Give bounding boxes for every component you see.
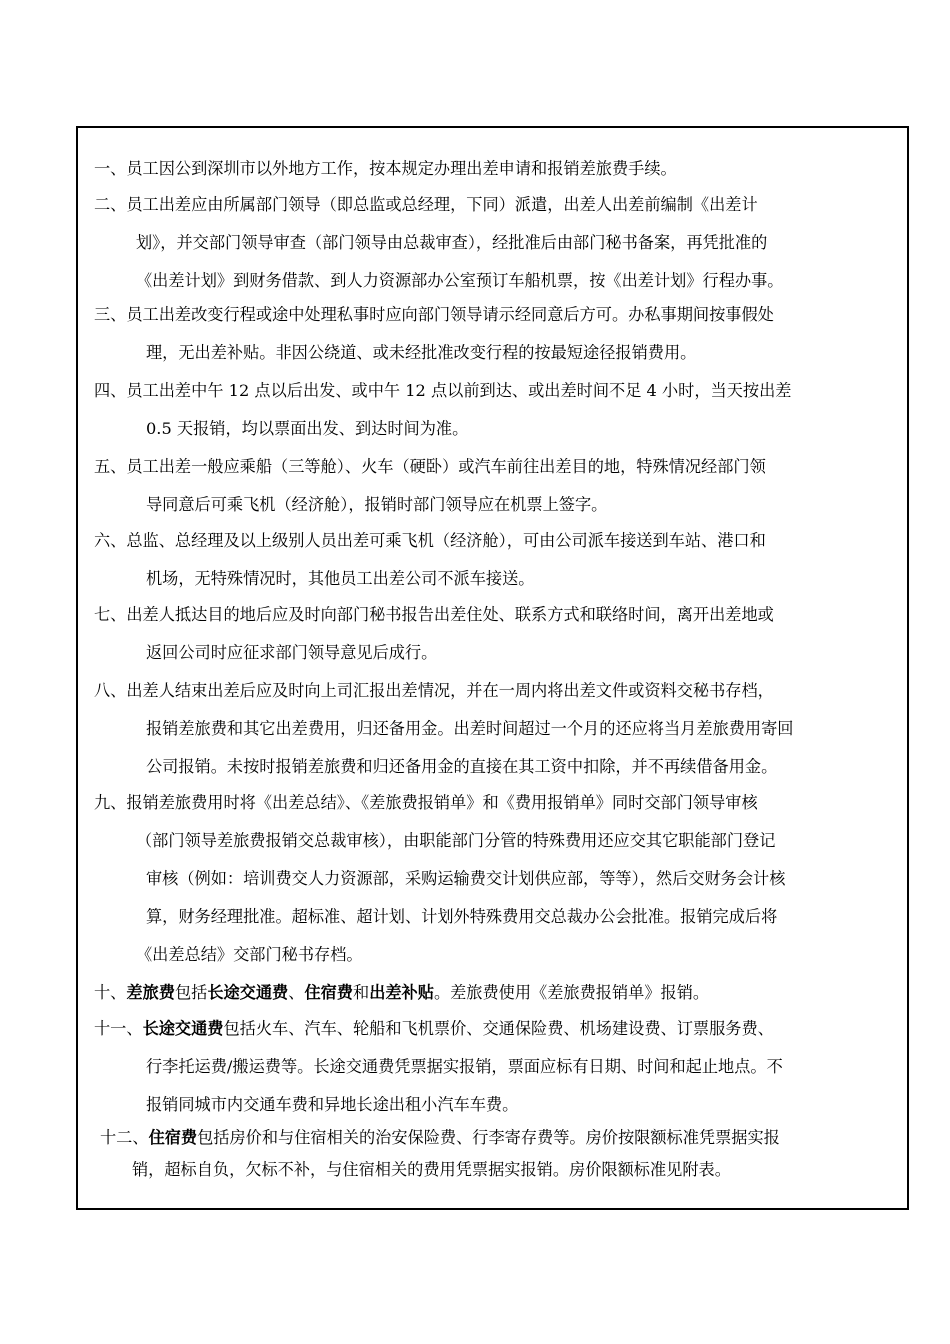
clause-text: 包括火车、汽车、轮船和飞机票价、交通保险费、机场建设费、订票服务费、 [223,1019,774,1038]
clause-line: 报销差旅费和其它出差费用，归还备用金。出差时间超过一个月的还应将当月差旅费用寄回 [146,719,794,738]
clause-line [100,1122,899,1154]
clause-line: 九、报销差旅费用时将《出差总结》、《差旅费报销单》和《费用报销单》同时交部门领导审核 [94,793,758,812]
clause-line: 《出差总结》交部门秘书存档。 [136,945,363,964]
term-accommodation: 住宿费 [148,1128,198,1147]
clause-line: 算，财务经理批准。超标准、超计划、计划外特殊费用交总裁办公会批准。报销完成后将 [146,907,778,926]
clause-line [94,974,899,1012]
clause-2 [94,186,899,300]
clause-line: 三、员工出差改变行程或途中处理私事时应向部门领导请示经同意后方可。办私事期间按事假处 [94,305,774,324]
clause-line: 行李托运费/搬运费等。长途交通费凭票据实报销，票面应标有日期、时间和起止地点。不 [146,1057,783,1076]
document-frame [76,126,909,1210]
clause-text: 。差旅费使用《差旅费报销单》报销。 [433,983,710,1002]
clause-6 [94,522,899,598]
term-travel-allowance: 出差补贴 [369,983,434,1002]
clause-line: 销，超标自负，欠标不补，与住宿相关的费用凭票据实报销。房价限额标准见附表。 [132,1160,731,1179]
clause-line: 《出差计划》到财务借款、到人力资源部办公室预订车船机票，按《出差计划》行程办事。 [136,271,784,290]
clause-line: 返回公司时应征求部门领导意见后成行。 [146,643,438,662]
clause-text: 十一、 [94,1019,143,1038]
clause-9 [94,784,899,974]
clause-line: 六、总监、总经理及以上级别人员出差可乘飞机（经济舱），可由公司派车接送到车站、港口和 [94,531,766,550]
clause-text: 包括 [174,983,208,1002]
clause-line: 七、出差人抵达目的地后应及时向部门秘书报告出差住处、联系方式和联络时间，离开出差地或 [94,605,774,624]
clause-text: 包括房价和与住宿相关的治安保险费、行李寄存费等。房价按限额标准凭票据实报 [197,1128,780,1147]
clause-line: 五、员工出差一般应乘船（三等舱）、火车（硬卧）或汽车前往出差目的地，特殊情况经部门领 [94,457,766,476]
clause-text: 十、 [94,983,127,1002]
clause-text: 、 [288,983,305,1002]
clause-line: 0.5 天报销，均以票面出发、到达时间为准。 [146,419,469,438]
clause-5 [94,448,899,524]
term-long-distance-transport: 长途交通费 [207,983,289,1002]
clause-4 [94,372,899,448]
clause-line [94,1010,899,1048]
clause-line: 理，无出差补贴。非因公绕道、或未经批准改变行程的按最短途径报销费用。 [146,343,697,362]
term-accommodation: 住宿费 [304,983,353,1002]
clause-7 [94,596,899,672]
clause-line: 报销同城市内交通车费和异地长途出租小汽车车费。 [146,1095,519,1114]
clause-3 [94,296,899,372]
clause-line: 划》，并交部门领导审查（部门领导由总裁审查），经批准后由部门秘书备案，再凭批准的 [136,233,768,252]
clause-line: 一、员工因公到深圳市以外地方工作，按本规定办理出差申请和报销差旅费手续。 [94,159,677,178]
clause-line: 四、员工出差中午 12 点以后出发、或中午 12 点以前到达、或出差时间不足 4 小时，当天按出差 [94,381,792,400]
clause-10 [94,974,899,1012]
clause-line: 公司报销。未按时报销差旅费和归还备用金的直接在其工资中扣除，并不再续借备用金。 [146,757,778,776]
clause-line: （部门领导差旅费报销交总裁审核），由职能部门分管的特殊费用还应交其它职能部门登记 [136,831,776,850]
clause-line: 八、出差人结束出差后应及时向上司汇报出差情况，并在一周内将出差文件或资料交秘书存档， [94,681,774,700]
clause-line: 二、员工出差应由所属部门领导（即总监或总经理，下同）派遣，出差人出差前编制《出差计 [94,195,758,214]
clause-12 [100,1122,899,1186]
term-long-distance-transport: 长途交通费 [142,1019,224,1038]
term-travel-expense: 差旅费 [126,983,175,1002]
clause-text: 十二、 [100,1128,149,1147]
clause-line: 导同意后可乘飞机（经济舱），报销时部门领导应在机票上签字。 [146,495,608,514]
clause-line: 机场，无特殊情况时，其他员工出差公司不派车接送。 [146,569,535,588]
clause-1 [94,150,899,188]
clause-text: 和 [353,983,370,1002]
clause-8 [94,672,899,786]
clause-line: 审核（例如：培训费交人力资源部，采购运输费交计划供应部，等等），然后交财务会计核 [146,869,786,888]
clause-11 [94,1010,899,1124]
